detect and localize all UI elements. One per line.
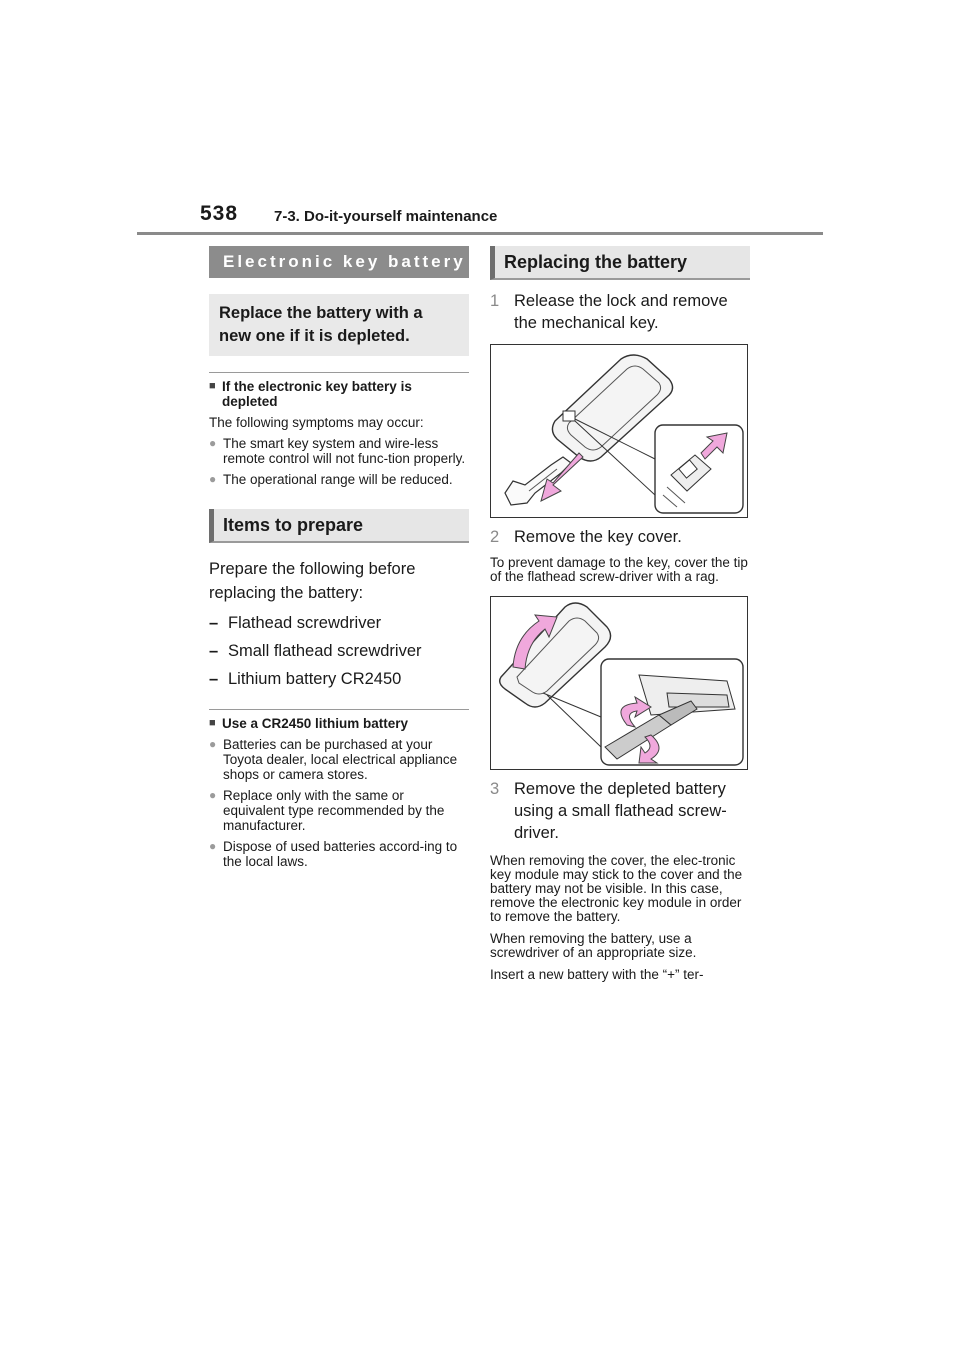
bullet-icon: ● [209, 839, 217, 853]
step-3-note: Insert a new battery with the “+” ter- [490, 967, 704, 982]
use-battery-subheading [209, 716, 469, 731]
key-fob-illustration [491, 345, 747, 517]
list-item-text: The smart key system and wire-less remote control will not func-tion properly. [223, 436, 466, 466]
list-item-text: Flathead screwdriver [228, 614, 382, 632]
step-3-note: When removing the cover, the elec-tronic key module may stick to the cover and the battery may not be visible. In this case, remove the electronic key module in order to remove the battery. [490, 853, 743, 924]
replacing-battery-heading: Replacing the battery [490, 246, 750, 280]
step-2-note: To prevent damage to the key, cover the tip of the flathead screw-driver with a rag. [490, 555, 748, 584]
list-item [209, 613, 469, 633]
step-text: Release the lock and remove the mechanical key. [514, 292, 728, 332]
key-cover-illustration [491, 597, 747, 769]
bullet-icon: ● [209, 737, 217, 751]
list-item [209, 839, 469, 869]
right-column [490, 246, 750, 982]
step-3 [490, 778, 750, 844]
list-item-text: Small flathead screwdriver [228, 642, 422, 660]
list-item [209, 669, 469, 689]
items-to-prepare-heading: Items to prepare [209, 509, 469, 543]
list-item [209, 641, 469, 661]
step-2 [490, 526, 750, 548]
bullet-icon: ● [209, 472, 217, 486]
lead-box: Replace the battery with a new one if it is depleted. [209, 294, 469, 356]
list-item-text: Lithium battery CR2450 [228, 670, 402, 688]
depleted-subheading-text: If the electronic key battery is depleted [222, 379, 412, 409]
divider [209, 372, 469, 373]
step-number: 2 [490, 528, 500, 546]
dash-icon: – [209, 642, 219, 660]
step-number: 3 [490, 780, 500, 798]
page-number: 538 [200, 202, 239, 225]
list-item [209, 737, 469, 782]
bullet-icon: ● [209, 788, 217, 802]
depleted-subheading [209, 379, 469, 409]
dash-icon: – [209, 614, 219, 632]
left-column [209, 246, 469, 869]
divider [209, 709, 469, 710]
step-text: Remove the key cover. [514, 528, 682, 546]
symptoms-intro: The following symptoms may occur: [209, 415, 424, 430]
list-item-text: Replace only with the same or equivalent type recommended by the manufacturer. [223, 788, 445, 833]
square-icon: ■ [209, 717, 216, 729]
prepare-text: Prepare the following before replacing the battery: [209, 560, 416, 602]
use-battery-subheading-text: Use a CR2450 lithium battery [222, 716, 409, 731]
square-icon: ■ [209, 380, 216, 392]
header-divider [137, 232, 823, 235]
step-number: 1 [490, 292, 500, 310]
figure-remove-mechanical-key [490, 344, 748, 518]
bullet-icon: ● [209, 436, 217, 450]
list-item-text: The operational range will be reduced. [223, 472, 453, 487]
figure-remove-key-cover [490, 596, 748, 770]
list-item-text: Batteries can be purchased at your Toyota dealer, local electrical appliance shops or camera stores. [223, 737, 458, 782]
section-title: 7-3. Do-it-yourself maintenance [274, 208, 498, 225]
list-item-text: Dispose of used batteries accord-ing to the local laws. [223, 839, 458, 869]
list-item [209, 436, 469, 466]
step-text: Remove the depleted battery using a small flathead screw-driver. [514, 780, 727, 842]
step-1 [490, 290, 750, 334]
electronic-key-battery-heading: Electronic key battery [209, 246, 469, 278]
dash-icon: – [209, 670, 219, 688]
list-item [209, 472, 469, 487]
step-3-note: When removing the battery, use a screwdriver of an appropriate size. [490, 931, 697, 960]
list-item [209, 788, 469, 833]
